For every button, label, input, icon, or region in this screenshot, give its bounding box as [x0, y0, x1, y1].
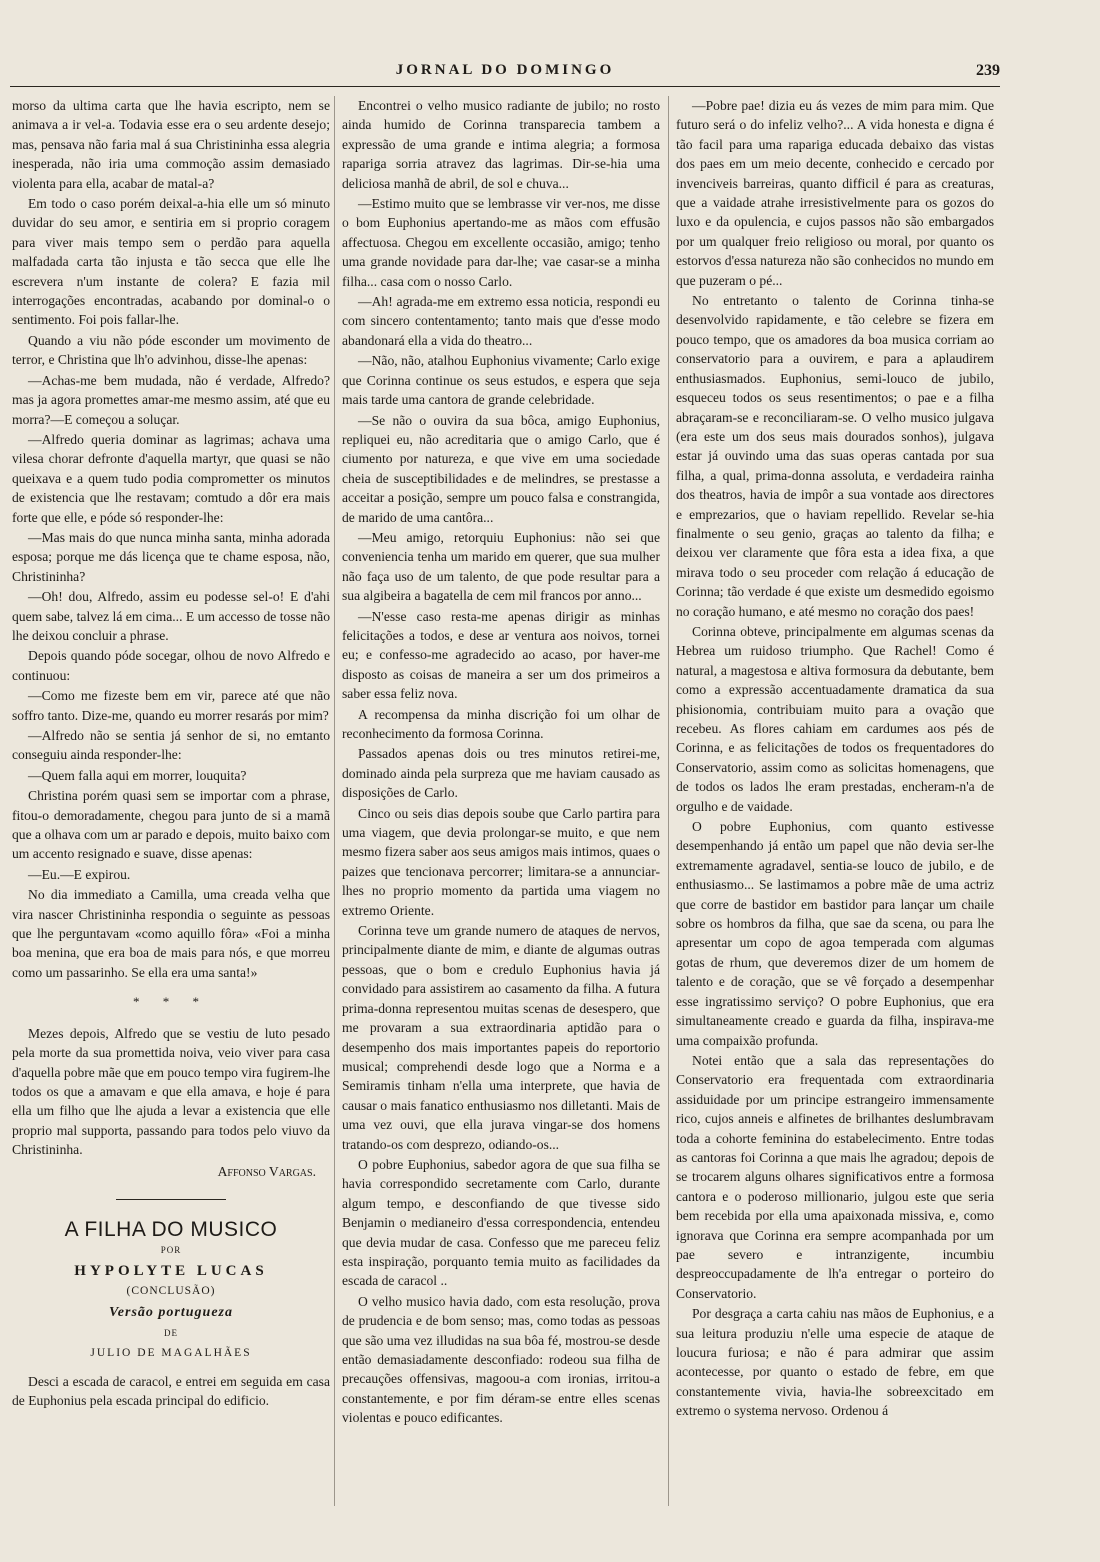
- paragraph: Encontrei o velho musico radiante de jubilo; no rosto ainda humido de Corinna transparecia tambem a expressão de uma grande e intima alegria; a formosa rapariga sorria atravez das lagrimas. Dir-se-hia uma deliciosa manhã de abril, de sol e chuva...: [342, 98, 660, 191]
- paragraph: —Estimo muito que se lembrasse vir ver-nos, me disse o bom Euphonius apertando-me as mãos com effusão affectuosa. Chegou em excellente occasião, amigo; tenho uma grande novidade para dar-lhe; vae casar-se a minha filha... casa com o nosso Carlo.: [342, 196, 660, 289]
- page-header: [10, 58, 1000, 90]
- paragraph: morso da ultima carta que lhe havia escripto, nem se animava a ir vel-a. Todavia esse era o seu ardente desejo; mas, pensava não faria mal á sua Christininha essa alegria inesperada, não iria uma commoção assim demasiado violenta para ella, acabar de matal-a?: [12, 98, 330, 191]
- paragraph: Quando a viu não póde esconder um movimento de terror, e Christina que lh'o advinhou, disse-lhe apenas:: [12, 332, 330, 368]
- paragraph: —Achas-me bem mudada, não é verdade, Alfredo? mas ja agora promettes amar-me mesmo assim, até que eu morra?—E começou a soluçar.: [12, 372, 330, 427]
- paragraph: Notei então que a sala das representações do Conservatorio era frequentada com extraordinaria assiduidade por um principe estrangeiro immensamente rico, cujos anneis e alfinetes de brilhantes deslumbravam toda a cohorte feminina do estabelecimento. Entre todas as cantoras foi Corinna a que mais lhe agradou; depois de se trocarem alguns olhares significativos entre a formosa cantora e o poderoso millionario, julgou este que seria bem recebida por ella uma apaixonada missiva, e, como ignorava que Corinna era sempre acompanhada por um pae severo e intranzigente, incumbiu despreoccupadamente de lh'a entregar o porteiro do Conservatorio.: [676, 1052, 994, 1301]
- paragraph: Cinco ou seis dias depois soube que Carlo partira para uma viagem, que devia prolongar-se muito, e que nem mesmo fizera saber aos seus amigos mais intimos, quaes o paizes que tencionava percorrer; limitara-se a annunciar-lhes no proprio momento da partida uma viagem no extremo Oriente.: [342, 805, 660, 918]
- article-translator: JULIO DE MAGALHÃES: [90, 1347, 252, 1360]
- section-break-asterisks: * * *: [133, 994, 209, 1010]
- paragraph: —Como me fizeste bem em vir, parece até que não soffro tanto. Dize-me, quando eu morrer resarás por mim?: [12, 688, 330, 723]
- paragraph: A recompensa da minha discrição foi um olhar de reconhecimento da formosa Corinna.: [342, 706, 660, 741]
- translation-label: Versão portugueza: [109, 1304, 233, 1320]
- paragraph: No entretanto o talento de Corinna tinha-se desenvolvido rapidamente, e tão celebre se fizera em pouco tempo, que os amadores da boa musica corriam ao conservatorio para a ouvirem, e para a aplaudirem enthusiasmados. Euphonius, semi-louco de jubilo, esqueceu todos os seus resentimentos; o pae e a filha abraçaram-se e reconciliaram-se. O velho musico julgava (era este um dos seus mais dourados sonhos), julgava estar já ouvindo uma das suas operas cantada por sua filha, a qual, prima-donna assoluta, e verdadeira rainha dos theatros, havia de impôr a sua vontade aos directores e emprezarios, que o haviam repellido. Revelar se-hia finalmente o seu genio, graças ao talento da filha; e deixou ver claramente que fôra esta a idea fixa, a que mirava todo o seu proceder com relação á educação de Corinna; tão verdade é que existe um desmedido egoismo no coração humano, e até mesmo no coração dos paes!: [676, 293, 994, 619]
- paragraph: —Mas mais do que nunca minha santa, minha adorada esposa; porque me dás licença que te chame esposa, não, Christininha?: [12, 529, 330, 584]
- author-signature: Affonso Vargas.: [217, 1163, 316, 1179]
- paragraph: Mezes depois, Alfredo que se vestiu de luto pesado pela morte da sua promettida noiva, veio viver para casa d'aquella pobre mãe que em pouco tempo vira fugirem-lhe todos os que a amavam e que ella amava, e hoje é para ella um filho que lhe ajuda a levar a existencia que elle proprio mal supporta, passando para todos pelo viuvo da Christininha.: [12, 1025, 330, 1158]
- column-2: [342, 96, 660, 1516]
- paragraph: Por desgraça a carta cahiu nas mãos de Euphonius, e a sua leitura produziu n'elle uma especie de ataque de loucura furiosa; e não é para admirar que assim acontecesse, por quanto o estado de febre, em que constantemente vivia, havia-lhe sobreexcitado em extremo o systema nervoso. Ordenou á: [676, 1306, 994, 1419]
- column-3: [676, 96, 994, 1516]
- column-1: [12, 96, 330, 1516]
- paragraph: O pobre Euphonius, sabedor agora de que sua filha se havia correspondido secretamente com Carlo, durante algum tempo, e desconfiando de que tivesse sido Benjamin o medianeiro d'essa correspondencia, entendeu que devia mudar de casa. Confesso que me pareceu feliz esta inspiração, porquanto temia muito as facilidades da escada de caracol ..: [342, 1156, 660, 1289]
- header-rule: [10, 86, 1000, 87]
- column-divider: [668, 96, 669, 1506]
- paragraph: —Se não o ouvira da sua bôca, amigo Euphonius, repliquei eu, não acreditaria que o amigo Carlo, que é ciumento por natureza, e que vive em uma sociedade cheia de susceptibilidades e de melindres, se prestasse a acceitar a posição, sempre um pouco falsa e constrangida, de marido de uma cantôra...: [342, 412, 660, 525]
- paragraph: —Eu.—E expirou.: [28, 866, 131, 882]
- article-part-label: (CONCLUSÃO): [126, 1285, 216, 1298]
- paragraph: —Ah! agrada-me em extremo essa noticia, respondi eu com sincero contentamento; tanto mais que d'esse modo abandonará ella a vida do theatro...: [342, 294, 660, 348]
- paragraph: Passados apenas dois ou tres minutos retirei-me, dominado ainda pela surpreza que me haviam causado as disposições de Carlo.: [342, 746, 660, 801]
- page-number: 239: [976, 62, 1000, 79]
- paragraph: —Alfredo queria dominar as lagrimas; achava uma vilesa chorar defronte d'aquella martyr, que quasi se não queixava e a quem tudo podia comprometter os minutos de existencia que lhe restavam; comtudo a dôr era mais forte que elle, e póde só responder-lhe:: [12, 431, 330, 525]
- paragraph: —N'esse caso resta-me apenas dirigir as minhas felicitações a todos, e dese ar ventura aos noivos, tornei eu; e confesso-me agradecido ao acaso, por haver-me disposto as coisas de maneira a ser um dos primeiros a saber essa feliz nova.: [342, 608, 660, 702]
- paragraph: Desci a escada de caracol, e entrei em seguida em casa de Euphonius pela escada principal do edificio.: [12, 1373, 330, 1409]
- paragraph: Depois quando póde socegar, olhou de novo Alfredo e continuou:: [12, 648, 330, 683]
- paragraph: —Pobre pae! dizia eu ás vezes de mim para mim. Que futuro será o do infeliz velho?... A vida honesta e digna é tão facil para uma rapariga educada debaixo das vistas dos paes em um meio decente, conhecido e cercado por invenciveis barreiras, quanto difficil é para as creaturas, que a vaidade atrahe irresistivelmente para os gozos do luxo e da opulencia, e cujos passos não são embargados por um qualquer freio religioso ou moral, por quanto os estorvos d'essa natureza não são conhecidos no mundo em que puzeram o pé...: [676, 98, 994, 288]
- paragraph: O pobre Euphonius, com quanto estivesse desempenhando já então um papel que não devia ser-lhe extremamente agradavel, sentia-se louco de jubilo, e de enthusiasmo... Se lastimamos a pobre mãe de uma actriz que corre de bastidor em bastidor para lançar um chaile sobre os hombros da filha, que sae da scena, ou para lhe apresentar um copo de agoa temperada com algumas gotas de rhum, que deveremos dizer de um homem de talento e de coração, que se vê forçado a desempenhar esse ingratissimo serviço? O pobre Euphonius, que era simultaneamente creado e guarda da filha, inspirava-me uma compaixão profunda.: [676, 819, 994, 1048]
- paragraph: —Não, não, atalhou Euphonius vivamente; Carlo exige que Corinna continue os seus estudos, e espera que seja mais tarde uma cantora de grande celebridade.: [342, 353, 660, 408]
- paragraph: —Meu amigo, retorquiu Euphonius: não sei que conveniencia tenha um marido em querer, que sua mulher não faça uso de um talento, de que pode resultar para a sua algibeira a bagatella de cem mil francos por anno...: [342, 529, 660, 604]
- paragraph: Corinna teve um grande numero de ataques de nervos, principalmente diante de mim, e diante de algumas outras pessoas, que o bom e credulo Euphonius havia já convidado para assistirem ao casamento da filha. A futura prima-donna representou muitas scenas de desespero, que me provaram a sua extraordinaria aptidão para o desempenho dos mais importantes papeis do reportorio musical; comprehendi desde logo que a Norma e a Semiramis tinham n'ella uma interprete, que havia de causar o mais fanatico enthusiasmo nos dilletanti. Mais de uma vez ouvi, que ella jurava vingar-se dos homens tratando-os com desprezo, odiando-os...: [342, 923, 660, 1152]
- paragraph: Corinna obteve, principalmente em algumas scenas da Hebrea um ruidoso triumpho. Que Rachel! Como é natural, a magestosa e altiva formosura da debutante, bem como a expressão accentuadamente dramatica da sua phisionomia, contribuiam muito para a ovação que recebeu. As flores cahiam em cardumes aos pés de Corinna, e as felicitações de todos os frequentadores do Conservatorio, assim como as solicitas homenagens, que de todos os lados lhe eram prestadas, encheram-n'a de orgulho e de vaidade.: [676, 623, 994, 814]
- paragraph: Christina porém quasi sem se importar com a phrase, fitou-o demoradamente, chegou para junto de si a mamã que a olhava com um ar parado e depois, muito baixo com um accento resignado e suave, disse apenas:: [12, 788, 330, 862]
- paragraph: Em todo o caso porém deixal-a-hia elle um só minuto duvidar do seu amor, e sentiria em si proprio coragem para viver mais tempo sem o perdão para aquella malfadada carta tão injusta e tão secca que elle lhe escrevera n'um instante de colera? E fazia mil interrogações encontradas, acabando por dominal-o o sentimento. Foi pois fallar-lhe.: [12, 196, 330, 328]
- paragraph: —Alfredo não se sentia já senhor de si, no emtanto conseguiu ainda responder-lhe:: [12, 728, 330, 763]
- paragraph: No dia immediato a Camilla, uma creada velha que vira nascer Christininha respondia o seguinte as pessoas que lhe perguntavam «como aquillo fôra» «Foi a minha boa menina, que era boa de mais para nós, e que morreu como um passarinho. Se ella era uma santa!»: [12, 887, 330, 980]
- paragraph: —Oh! dou, Alfredo, assim eu podesse sel-o! E d'ahi quem sabe, talvez lá em cima... E um accesso de tosse não lhe deixou concluir a phrase.: [12, 589, 330, 643]
- paragraph: O velho musico havia dado, com esta resolução, prova de prudencia e de bom senso; mas, como todas as pessoas que são uma vez illudidas na sua bôa fé, mostrou-se desde então demasiadamente desconfiado: rodeou sua filha de precauções offensivas, magoou-a com ironias, irritou-a constantemente, e por fim déram-se entre elles scenas violentas e pouco edificantes.: [342, 1293, 660, 1426]
- paragraph: —Quem falla aqui em morrer, louquita?: [28, 767, 247, 783]
- masthead-title: JORNAL DO DOMINGO: [395, 62, 615, 78]
- section-separator: [116, 1199, 226, 1200]
- article-author: HYPOLYTE LUCAS: [74, 1262, 268, 1279]
- column-divider: [334, 96, 335, 1506]
- byline-por: POR: [160, 1245, 182, 1256]
- article-title: A FILHA DO MUSICO: [64, 1217, 278, 1241]
- byline-de: DE: [164, 1327, 178, 1338]
